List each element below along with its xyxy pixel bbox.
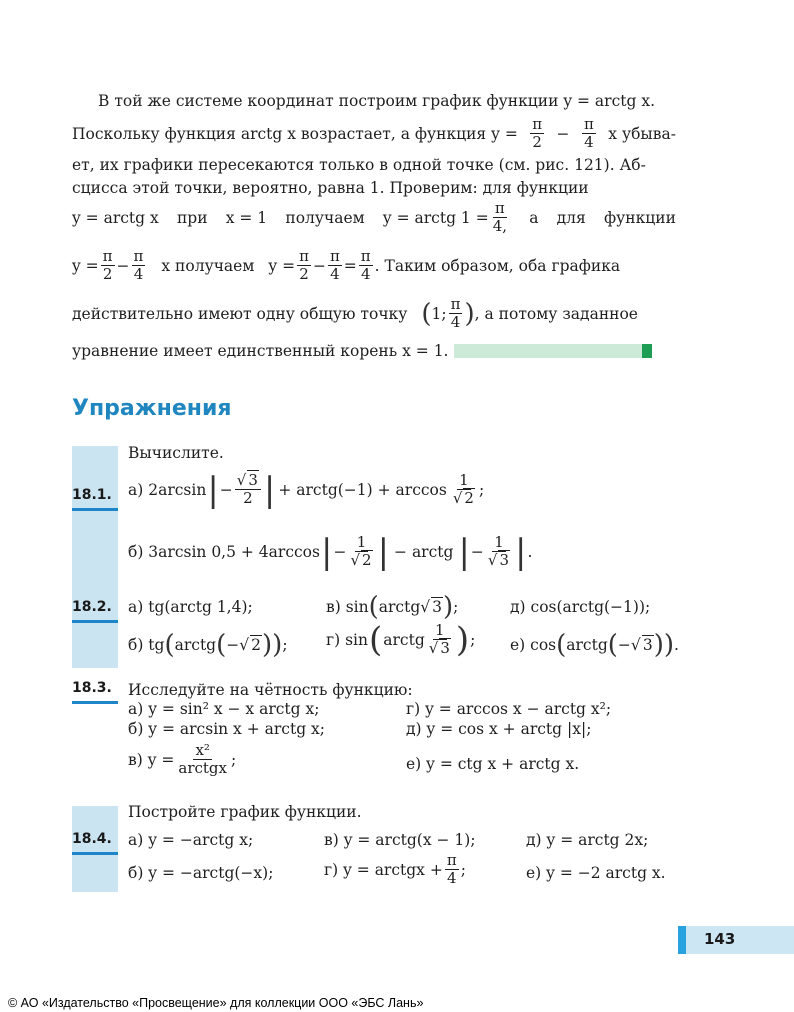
exercise-item-d: д) y = cos x + arctg |x|; xyxy=(406,720,592,738)
exercise-item-a: а) 2arcsin | − $\frac{√ 3}{2}$ | + arctg(−1) + arccos $\frac{1}{√ 2}$ ; xyxy=(128,469,485,510)
exercise-item-e: е) cos ( arctg ( − √ 3 )) . xyxy=(510,630,679,660)
exercise-intro: Постройте график функции. xyxy=(128,803,362,821)
paragraph-line-4: сцисса этой точки, вероятно, равна 1. Проверим: для функции xyxy=(72,179,589,197)
exercise-item-v: в) y = arctg(x − 1); xyxy=(324,831,476,849)
exercise-item-e: е) y = ctg x + arctg x. xyxy=(406,755,580,773)
text: Поскольку функция arctg x возрастает, а функция y = xyxy=(72,124,518,143)
exercise-band xyxy=(72,446,118,668)
text: x убыва- xyxy=(608,124,676,143)
exercise-number: 18.2. xyxy=(72,599,112,615)
exercise-item-e: е) y = −2 arctg x. xyxy=(526,864,666,882)
exercise-item-g: г) y = arccos x − arctg x²; xyxy=(406,700,612,718)
exercise-intro: Вычислите. xyxy=(128,444,224,462)
page-number: 143 xyxy=(704,930,736,948)
exercise-number: 18.4. xyxy=(72,831,112,847)
exercise-number: 18.1. xyxy=(72,487,112,503)
end-of-proof-marker xyxy=(454,344,652,358)
text: а xyxy=(529,208,539,227)
text: y = arctg x xyxy=(72,208,159,227)
paragraph-line-6: y = $\frac{\pi}{2}$ − $\frac{\pi}{4}$ x получаем y = $\frac{\pi}{2}$ − $\frac{\pi}{4}$ = $\frac{\pi}{4}$ . Таким образом, оба графика xyxy=(72,247,621,283)
paragraph-line-5 xyxy=(72,200,676,235)
formula: y = arctg 1 = $\frac{\pi}{4,}$ xyxy=(382,199,508,235)
exercise-item-v: в) sin ( arctg √ 3 ) ; xyxy=(326,592,459,622)
exercise-item-a: а) y = −arctg x; xyxy=(128,831,254,849)
paragraph-line-3: ет, их графики пересекаются только в одной точке (см. рис. 121). Аб- xyxy=(72,156,646,174)
exercise-item-b: б) 3arcsin 0,5 + 4arccos | − $\frac{1}{√ 2}$ | − arctg | − $\frac{1}{√ 3}$ | . xyxy=(128,531,533,572)
fraction: $\frac{\pi}{4}$ xyxy=(583,115,594,151)
text: получаем xyxy=(285,208,365,227)
exercise-item-b: б) y = −arctg(−x); xyxy=(128,864,274,882)
page-number-tab xyxy=(678,926,794,954)
paragraph-line-7: действительно имеют одну общую точку ( 1; $\frac{\pi}{4}$ ) , а потому заданное xyxy=(72,295,638,331)
exercise-item-g: г) sin ( arctg $\frac{1}{√ 3}$ ) ; xyxy=(326,619,476,660)
exercise-item-d: д) cos(arctg(−1)); xyxy=(510,598,651,616)
section-title: Упражнения xyxy=(72,396,232,421)
exercise-item-a: а) tg(arctg 1,4); xyxy=(128,598,253,616)
exercise-item-a: а) y = sin² x − x arctg x; xyxy=(128,700,320,718)
page-tab-bar xyxy=(678,926,686,954)
exercise-intro: Исследуйте на чётность функцию: xyxy=(128,681,413,699)
fraction: $\frac{\pi}{2}$ xyxy=(532,115,543,151)
paragraph-line-8: уравнение имеет единственный корень x = 1. xyxy=(72,342,676,360)
exercise-band xyxy=(72,806,118,892)
copyright-footer: © АО «Издательство «Просвещение» для коллекции ООО «ЭБС Лань» xyxy=(8,996,424,1010)
exercise-number: 18.3. xyxy=(72,680,112,696)
exercise-item-g: г) y = arctgx + $\frac{\pi}{4}$ ; xyxy=(324,851,466,887)
text: x = 1 xyxy=(225,208,268,227)
exercise-item-b: б) tg ( arctg ( − √ 2 )) ; xyxy=(128,630,288,660)
minus: − xyxy=(556,124,570,143)
exercise-item-b: б) y = arcsin x + arctg x; xyxy=(128,720,326,738)
paragraph-line-1: В той же системе координат построим график функции y = arctg x. xyxy=(98,92,656,110)
text: при xyxy=(176,208,208,227)
text: функции xyxy=(604,208,676,227)
paragraph-line-2 xyxy=(72,116,676,151)
exercise-item-d: д) y = arctg 2x; xyxy=(526,831,649,849)
exercise-item-v: в) y = $\frac{\text{x²}}{\text{arctgx}}$ ; xyxy=(128,741,237,777)
text: для xyxy=(556,208,586,227)
